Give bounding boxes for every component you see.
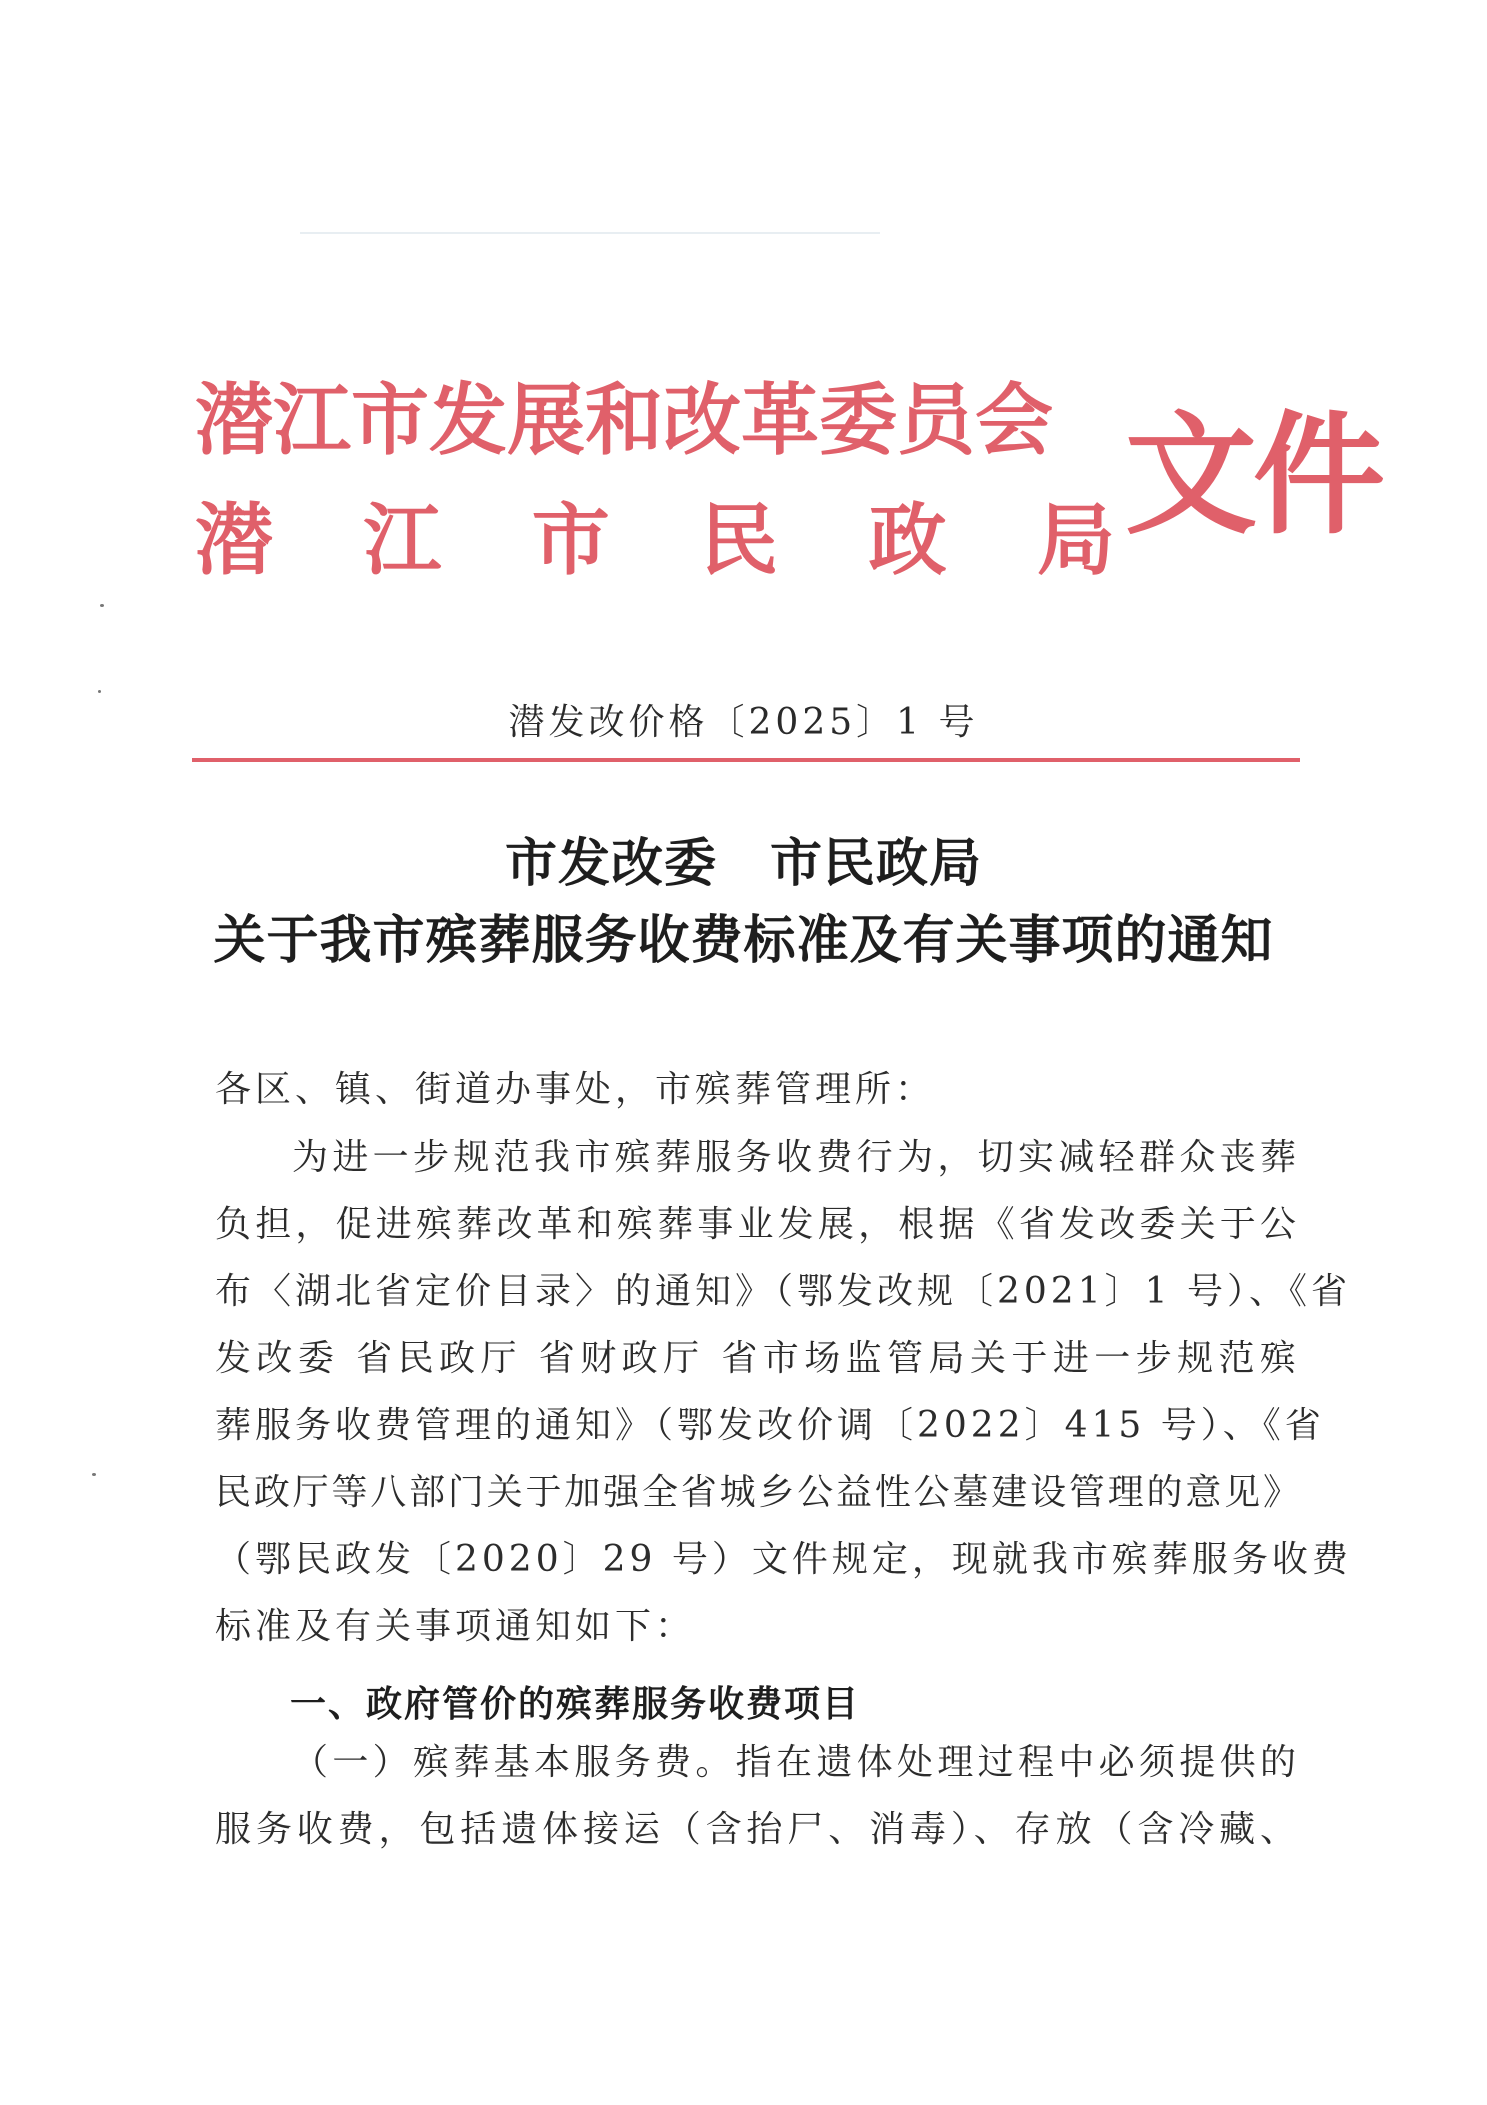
issuer-char: 局 [1036,495,1115,586]
issuer-civil-affairs [195,495,1115,586]
document-number: 潜发改价格〔2025〕1 号 [508,702,979,743]
document-suffix: 文件 [1125,398,1381,553]
scan-speck [100,604,104,607]
document-title-line-2: 关于我市殡葬服务收费标准及有关事项的通知 [213,910,1274,971]
issuer-ndrc: 潜江市发展和改革委员会 [195,375,1054,466]
paragraph-line: 负担，促进殡葬改革和殡葬事业发展，根据《省发改委关于公 [215,1204,1300,1245]
scan-speck [98,690,101,693]
red-separator-line [192,758,1300,762]
paragraph-line: 标准及有关事项通知如下： [215,1606,696,1647]
issuer-char: 市 [531,495,610,586]
issuing-authority-header [195,370,1381,620]
issuer-char: 潜 [195,495,274,586]
scan-artifact-line [300,232,880,234]
paragraph-line: 民政厅等八部门关于加强全省城乡公益性公墓建设管理的意见》 [215,1472,1300,1513]
paragraph-line: （鄂民政发〔2020〕29 号）文件规定，现就我市殡葬服务收费 [215,1539,1352,1580]
issuer-char: 政 [868,495,947,586]
paragraph-line: 葬服务收费管理的通知》（鄂发改价调〔2022〕415 号）、《省 [215,1405,1325,1446]
paragraph-line: 为进一步规范我市殡葬服务收费行为，切实减轻群众丧葬 [292,1137,1300,1178]
scan-speck [92,1473,96,1476]
paragraph-line: （一）殡葬基本服务费。指在遗体处理过程中必须提供的 [292,1742,1300,1783]
paragraph-line: 服务收费，包括遗体接运（含抬尸、消毒）、存放（含冷藏、 [215,1809,1300,1850]
paragraph-line: 发改委 省民政厅 省财政厅 省市场监管局关于进一步规范殡 [215,1338,1300,1379]
paragraph-line: 布〈湖北省定价目录〉的通知》（鄂发改规〔2021〕1 号）、《省 [215,1271,1351,1312]
salutation: 各区、镇、街道办事处，市殡葬管理所： [215,1069,936,1110]
document-title-line-1: 市发改委 市民政局 [504,833,982,894]
issuer-char: 江 [363,495,442,586]
issuer-char: 民 [700,495,779,586]
section-heading: 一、政府管价的殡葬服务收费项目 [290,1684,861,1725]
